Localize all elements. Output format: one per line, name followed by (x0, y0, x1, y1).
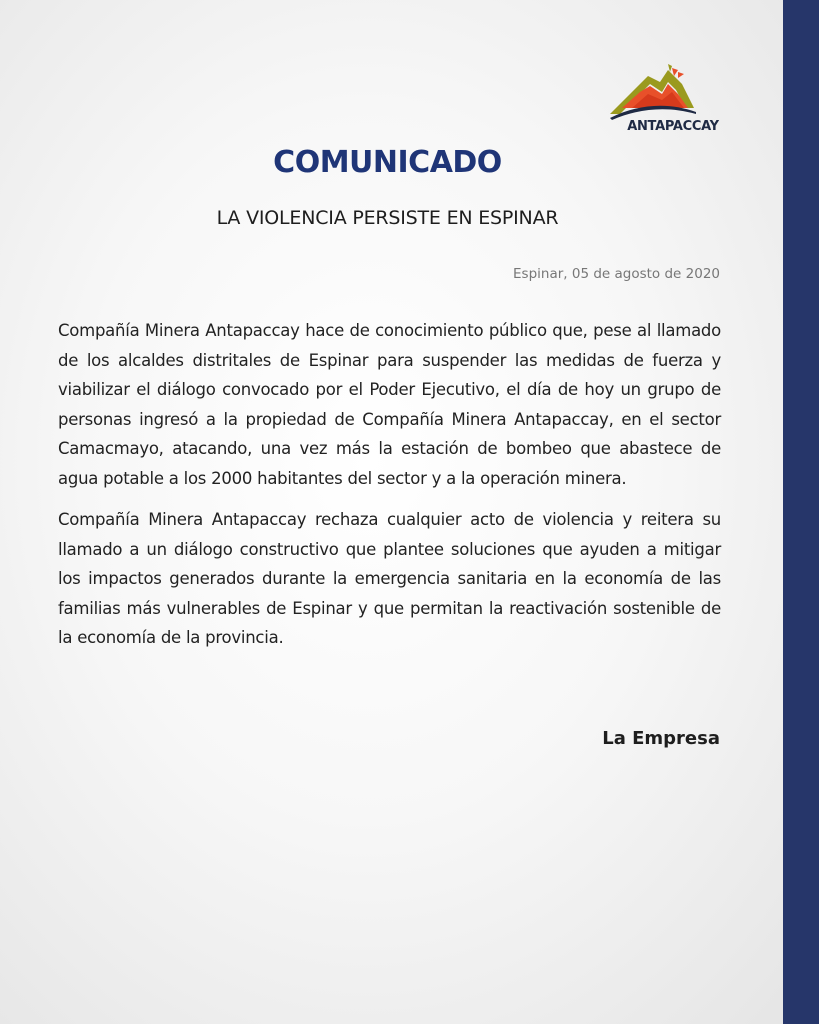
logo-wordmark: ANTAPACCAY (627, 119, 719, 134)
statement-body (58, 316, 721, 665)
antapaccay-logo (606, 62, 740, 138)
mountain-logo-icon (608, 62, 698, 120)
paragraph-1: Compañía Minera Antapaccay hace de conocimiento público que, pese al llamado de los alcaldes distritales de Espinar para suspender las medidas de fuerza y viabilizar el diálogo convocado por el Poder Ejecutivo, el día de hoy un grupo de personas ingresó a la propiedad de Compañía Minera Antapaccay, en el sector Camacmayo, atacando, una vez más la estación de bombeo que abastece de agua potable a los 2000 habitantes del sector y a la operación minera. (58, 321, 721, 488)
page-subtitle: LA VIOLENCIA PERSISTE EN ESPINAR (216, 207, 559, 229)
signature: La Empresa (602, 728, 720, 749)
side-accent-bar (783, 0, 819, 1024)
paragraph-2: Compañía Minera Antapaccay rechaza cualquier acto de violencia y reitera su llamado a un diálogo constructivo que plantee soluciones que ayuden a mitigar los impactos generados durante la emergencia sanitaria en la economía de las familias más vulnerables de Espinar y que permitan la reactivación sostenible de la economía de la provincia. (58, 510, 721, 647)
date-line: Espinar, 05 de agosto de 2020 (513, 266, 720, 282)
page-title: COMUNICADO (273, 145, 502, 180)
